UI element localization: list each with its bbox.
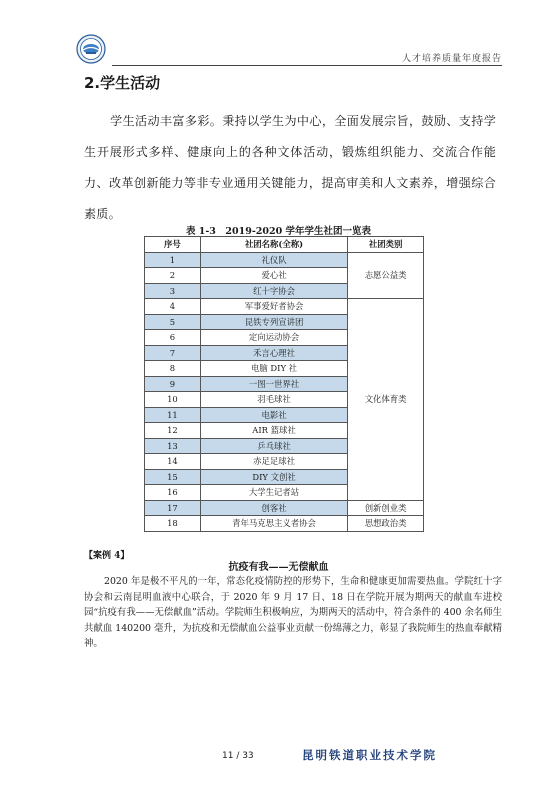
row-name: 红十字协会 <box>200 283 347 299</box>
clubs-table <box>144 236 424 532</box>
row-name: 赤足足球社 <box>200 454 347 470</box>
row-no: 8 <box>145 361 201 377</box>
row-name: 礼仪队 <box>200 252 347 268</box>
row-no: 9 <box>145 376 201 392</box>
table-row <box>145 299 424 315</box>
row-name: 青年马克思主义者协会 <box>200 516 347 532</box>
report-title: 人才培养质量年度报告 <box>401 54 502 64</box>
row-no: 18 <box>145 516 201 532</box>
row-name: 定向运动协会 <box>200 330 347 346</box>
row-no: 17 <box>145 500 201 516</box>
page-header <box>72 34 502 68</box>
row-name: 乒乓球社 <box>200 438 347 454</box>
row-name: 创客社 <box>200 500 347 516</box>
row-no: 16 <box>145 485 201 501</box>
row-no: 13 <box>145 438 201 454</box>
row-name: 爱心社 <box>200 268 347 284</box>
row-name: 昆铁专列宣讲团 <box>200 314 347 330</box>
section-title: 2.学生活动 <box>84 74 161 92</box>
table-row <box>145 252 424 268</box>
row-no: 7 <box>145 345 201 361</box>
row-name: DIY 文创社 <box>200 469 347 485</box>
row-no: 11 <box>145 407 201 423</box>
case-body: 2020 年是极不平凡的一年，常态化疫情防控的形势下，生命和健康更加需要热血。学院红十字协会和云南昆明血液中心联合，于 2020 年 9 月 17 日、18 日在学院开展为期两天的献血车进校园“抗疫有我——无偿献血”活动。学院师生积极响应，为期两天的活动中，符合条件的 400 余名师生共献血 140200 毫升，为抗疫和无偿献血公益事业贡献一份绵薄之力，彰显了我院师生的热血奉献精神。 <box>84 576 502 650</box>
case-tag: 【案例 4】 <box>84 551 130 561</box>
row-no: 1 <box>145 252 201 268</box>
school-name: 昆明铁道职业技术学院 <box>302 748 437 762</box>
row-no: 15 <box>145 469 201 485</box>
header-rule <box>112 65 502 66</box>
case-title: 抗疫有我——无偿献血 <box>228 562 329 573</box>
page-number: 11 / 33 <box>222 751 254 761</box>
category-cell: 志愿公益类 <box>348 252 424 299</box>
row-no: 14 <box>145 454 201 470</box>
school-logo-icon <box>76 34 106 64</box>
row-name: AIR 篮球社 <box>200 423 347 439</box>
table-row <box>145 500 424 516</box>
row-name: 一图一世界社 <box>200 376 347 392</box>
row-name: 电影社 <box>200 407 347 423</box>
row-no: 5 <box>145 314 201 330</box>
row-no: 2 <box>145 268 201 284</box>
row-no: 12 <box>145 423 201 439</box>
row-name: 军事爱好者协会 <box>200 299 347 315</box>
table-row <box>145 516 424 532</box>
row-name: 禾言心理社 <box>200 345 347 361</box>
row-no: 4 <box>145 299 201 315</box>
row-no: 10 <box>145 392 201 408</box>
row-name: 羽毛球社 <box>200 392 347 408</box>
table-caption: 表 1-3 2019-2020 学年学生社团一览表 <box>185 226 372 237</box>
header-category: 社团类别 <box>348 237 424 253</box>
row-no: 6 <box>145 330 201 346</box>
row-no: 3 <box>145 283 201 299</box>
category-cell: 思想政治类 <box>348 516 424 532</box>
category-cell: 创新创业类 <box>348 500 424 516</box>
row-name: 电脑 DIY 社 <box>200 361 347 377</box>
header-name: 社团名称(全称) <box>200 237 347 253</box>
category-cell: 文化体育类 <box>348 299 424 501</box>
row-name: 大学生记者站 <box>200 485 347 501</box>
intro-paragraph: 学生活动丰富多彩。秉持以学生为中心，全面发展宗旨，鼓励、支持学生开展形式多样、健康向上的各种文体活动，锻炼组织能力、交流合作能力、改革创新能力等非专业通用关键能力，提高审美和人文素养，增强综合素质。 <box>84 114 496 221</box>
header-no: 序号 <box>145 237 201 253</box>
table-header-row <box>145 237 424 253</box>
